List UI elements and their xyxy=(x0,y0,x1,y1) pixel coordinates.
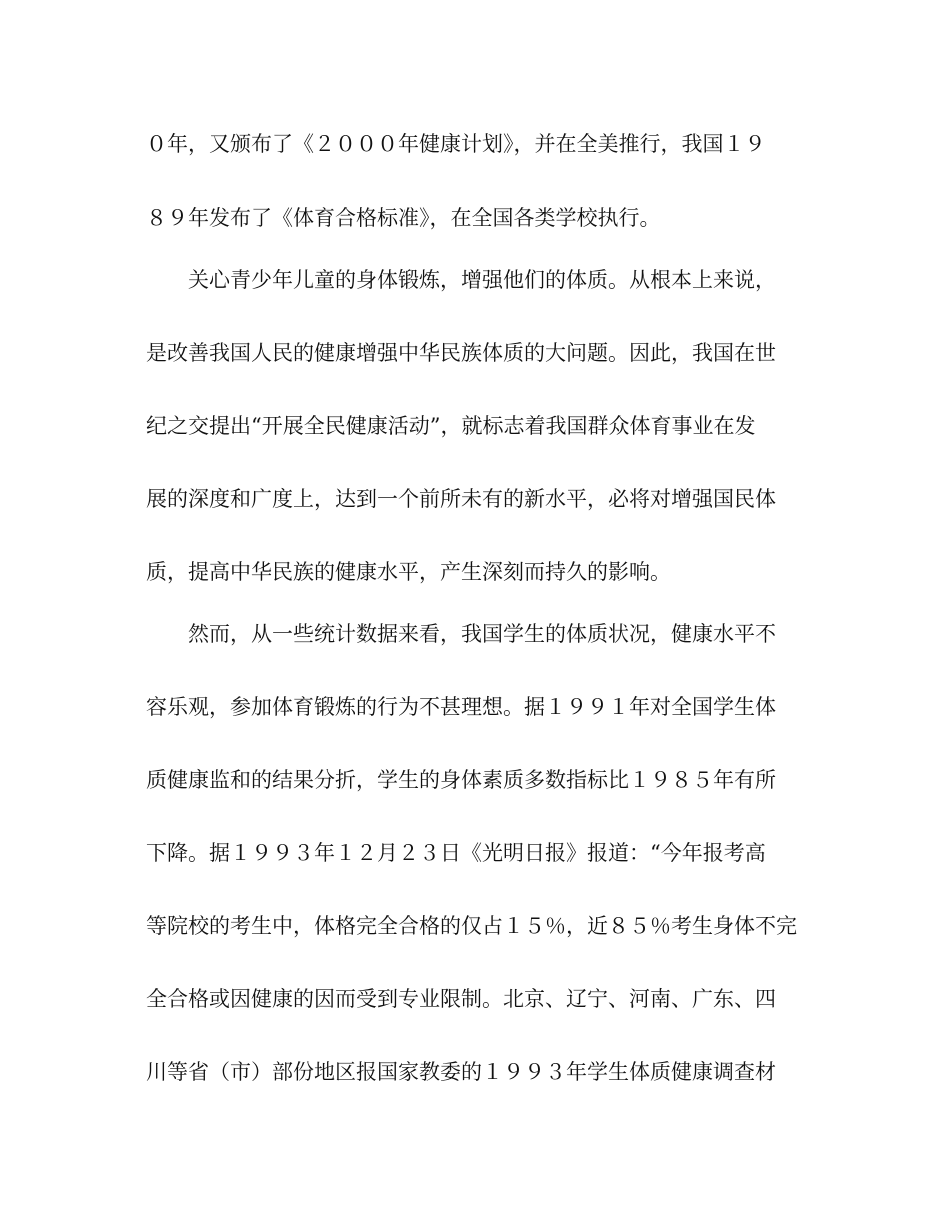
text-line: 关心青少年儿童的身体锻炼，增强他们的体质。从根本上来说， xyxy=(146,268,776,292)
text-line: 纪之交提出“开展全民健康活动”，就标志着我国群众体育事业在发 xyxy=(146,414,756,438)
text-line: 展的深度和广度上，达到一个前所未有的新水平，必将对增强国民体 xyxy=(146,487,776,511)
text-line: 然而，从一些统计数据来看，我国学生的体质状况，健康水平不 xyxy=(146,622,776,646)
text-line: 川等省（市）部份地区报国家教委的１９９３年学生体质健康调查材 xyxy=(146,1060,776,1084)
text-line: 质，提高中华民族的健康水平，产生深刻而持久的影响。 xyxy=(146,560,671,584)
text-line: 下降。据１９９３年１２月２３日《光明日报》报道：“今年报考高 xyxy=(146,841,766,865)
text-line: 容乐观，参加体育锻炼的行为不甚理想。据１９９１年对全国学生体 xyxy=(146,695,776,719)
text-line: 质健康监和的结果分折，学生的身体素质多数指标比１９８５年有所 xyxy=(146,768,776,792)
text-line: 全合格或因健康的因而受到专业限制。北京、辽宁、河南、广东、四 xyxy=(146,987,776,1011)
text-line: ８９年发布了《体育合格标准》，在全国各类学校执行。 xyxy=(146,206,661,230)
text-line: ０年，又颁布了《２０００年健康计划》，并在全美推行，我国１９ xyxy=(146,132,766,156)
text-line: 等院校的考生中，体格完全合格的仅占１５％，近８５％考生身体不完 xyxy=(146,914,797,938)
text-line: 是改善我国人民的健康增强中华民族体质的大问题。因此，我国在世 xyxy=(146,341,776,365)
